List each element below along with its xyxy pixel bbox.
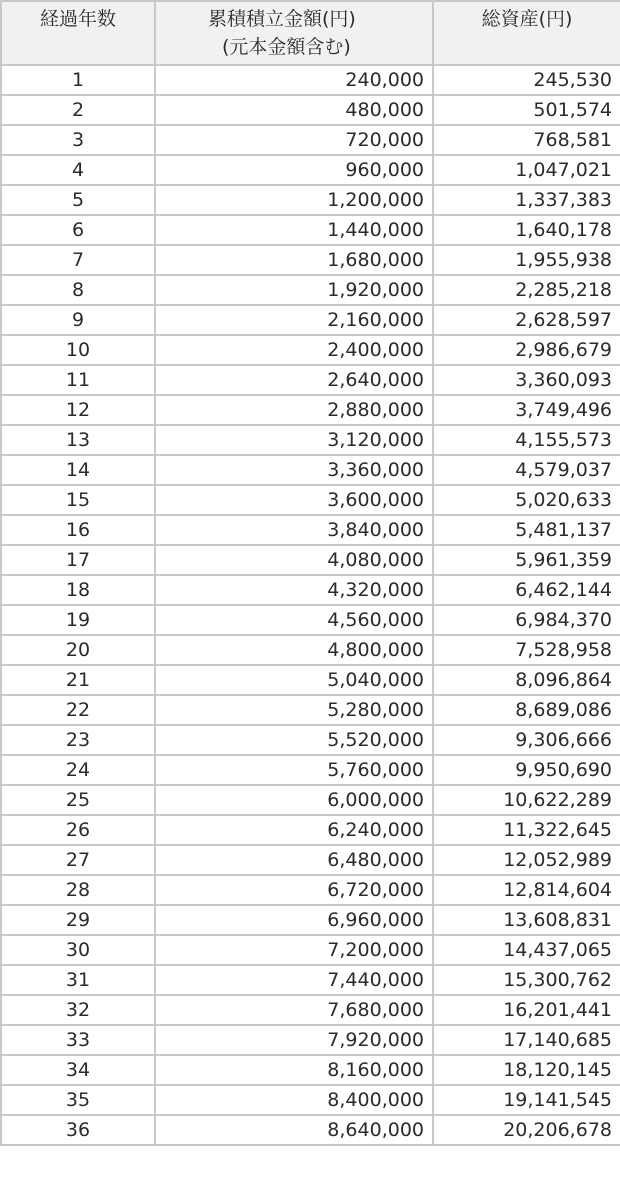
principal-cell: 5,280,000 <box>155 695 433 725</box>
total-assets-cell: 1,337,383 <box>433 185 620 215</box>
total-assets-cell: 768,581 <box>433 125 620 155</box>
table-row <box>1 905 620 935</box>
principal-cell: 4,080,000 <box>155 545 433 575</box>
header-total-label: 総資産(円) <box>481 8 573 30</box>
header-principal <box>155 1 433 65</box>
principal-cell: 8,160,000 <box>155 1055 433 1085</box>
table-row <box>1 845 620 875</box>
total-assets-cell: 1,640,178 <box>433 215 620 245</box>
table-row <box>1 245 620 275</box>
principal-cell: 3,600,000 <box>155 485 433 515</box>
principal-cell: 3,840,000 <box>155 515 433 545</box>
year-cell: 30 <box>1 935 155 965</box>
table-row <box>1 995 620 1025</box>
year-cell: 18 <box>1 575 155 605</box>
total-assets-cell: 17,140,685 <box>433 1025 620 1055</box>
header-year-label: 経過年数 <box>39 8 116 30</box>
total-assets-cell: 8,096,864 <box>433 665 620 695</box>
principal-cell: 6,000,000 <box>155 785 433 815</box>
total-assets-cell: 18,120,145 <box>433 1055 620 1085</box>
table-row <box>1 635 620 665</box>
total-assets-cell: 14,437,065 <box>433 935 620 965</box>
principal-cell: 960,000 <box>155 155 433 185</box>
table-row <box>1 1055 620 1085</box>
year-cell: 36 <box>1 1115 155 1145</box>
table-row <box>1 95 620 125</box>
table-row <box>1 695 620 725</box>
table-header <box>1 1 620 65</box>
principal-cell: 8,400,000 <box>155 1085 433 1115</box>
table-row <box>1 1115 620 1145</box>
year-cell: 17 <box>1 545 155 575</box>
table-row <box>1 455 620 485</box>
year-cell: 29 <box>1 905 155 935</box>
header-total <box>433 1 620 65</box>
total-assets-cell: 12,814,604 <box>433 875 620 905</box>
principal-cell: 6,720,000 <box>155 875 433 905</box>
table-row <box>1 785 620 815</box>
table-row <box>1 935 620 965</box>
year-cell: 10 <box>1 335 155 365</box>
year-cell: 19 <box>1 605 155 635</box>
total-assets-cell: 10,622,289 <box>433 785 620 815</box>
header-principal-label: 累積積立金額(円) <box>208 8 356 30</box>
header-row <box>1 1 620 65</box>
year-cell: 5 <box>1 185 155 215</box>
total-assets-cell: 5,961,359 <box>433 545 620 575</box>
year-cell: 1 <box>1 65 155 95</box>
table-row <box>1 605 620 635</box>
total-assets-cell: 3,360,093 <box>433 365 620 395</box>
principal-cell: 6,960,000 <box>155 905 433 935</box>
table-row <box>1 215 620 245</box>
principal-cell: 2,400,000 <box>155 335 433 365</box>
total-assets-cell: 6,462,144 <box>433 575 620 605</box>
total-assets-cell: 3,749,496 <box>433 395 620 425</box>
total-assets-cell: 5,481,137 <box>433 515 620 545</box>
year-cell: 13 <box>1 425 155 455</box>
total-assets-cell: 2,285,218 <box>433 275 620 305</box>
year-cell: 16 <box>1 515 155 545</box>
total-assets-cell: 20,206,678 <box>433 1115 620 1145</box>
principal-cell: 4,800,000 <box>155 635 433 665</box>
total-assets-cell: 6,984,370 <box>433 605 620 635</box>
year-cell: 22 <box>1 695 155 725</box>
table-row <box>1 815 620 845</box>
table-row <box>1 515 620 545</box>
principal-cell: 2,640,000 <box>155 365 433 395</box>
year-cell: 8 <box>1 275 155 305</box>
total-assets-cell: 16,201,441 <box>433 995 620 1025</box>
total-assets-cell: 9,306,666 <box>433 725 620 755</box>
year-cell: 26 <box>1 815 155 845</box>
year-cell: 33 <box>1 1025 155 1055</box>
principal-cell: 240,000 <box>155 65 433 95</box>
table-row <box>1 65 620 95</box>
table-body <box>1 65 620 1145</box>
total-assets-cell: 5,020,633 <box>433 485 620 515</box>
principal-cell: 2,160,000 <box>155 305 433 335</box>
principal-cell: 1,920,000 <box>155 275 433 305</box>
total-assets-cell: 501,574 <box>433 95 620 125</box>
table-row <box>1 875 620 905</box>
header-principal-note: (元本金額含む) <box>222 36 351 58</box>
principal-cell: 480,000 <box>155 95 433 125</box>
principal-cell: 720,000 <box>155 125 433 155</box>
table-row <box>1 545 620 575</box>
year-cell: 15 <box>1 485 155 515</box>
table-row <box>1 365 620 395</box>
year-cell: 2 <box>1 95 155 125</box>
year-cell: 27 <box>1 845 155 875</box>
table-row <box>1 575 620 605</box>
year-cell: 7 <box>1 245 155 275</box>
principal-cell: 3,360,000 <box>155 455 433 485</box>
total-assets-cell: 2,986,679 <box>433 335 620 365</box>
principal-cell: 7,680,000 <box>155 995 433 1025</box>
table-row <box>1 275 620 305</box>
table-row <box>1 125 620 155</box>
table-row <box>1 155 620 185</box>
principal-cell: 1,200,000 <box>155 185 433 215</box>
principal-cell: 3,120,000 <box>155 425 433 455</box>
principal-cell: 5,040,000 <box>155 665 433 695</box>
year-cell: 4 <box>1 155 155 185</box>
header-year <box>1 1 155 65</box>
year-cell: 34 <box>1 1055 155 1085</box>
year-cell: 12 <box>1 395 155 425</box>
table-row <box>1 305 620 335</box>
table-row <box>1 335 620 365</box>
total-assets-cell: 8,689,086 <box>433 695 620 725</box>
total-assets-cell: 4,579,037 <box>433 455 620 485</box>
year-cell: 3 <box>1 125 155 155</box>
year-cell: 28 <box>1 875 155 905</box>
total-assets-cell: 245,530 <box>433 65 620 95</box>
principal-cell: 2,880,000 <box>155 395 433 425</box>
principal-cell: 5,520,000 <box>155 725 433 755</box>
table-row <box>1 1085 620 1115</box>
year-cell: 11 <box>1 365 155 395</box>
principal-cell: 1,440,000 <box>155 215 433 245</box>
year-cell: 20 <box>1 635 155 665</box>
total-assets-cell: 7,528,958 <box>433 635 620 665</box>
year-cell: 9 <box>1 305 155 335</box>
year-cell: 35 <box>1 1085 155 1115</box>
total-assets-cell: 19,141,545 <box>433 1085 620 1115</box>
year-cell: 21 <box>1 665 155 695</box>
total-assets-cell: 12,052,989 <box>433 845 620 875</box>
total-assets-cell: 4,155,573 <box>433 425 620 455</box>
year-cell: 25 <box>1 785 155 815</box>
principal-cell: 4,560,000 <box>155 605 433 635</box>
total-assets-cell: 13,608,831 <box>433 905 620 935</box>
table-row <box>1 485 620 515</box>
year-cell: 23 <box>1 725 155 755</box>
table-row <box>1 425 620 455</box>
table-row <box>1 665 620 695</box>
principal-cell: 7,200,000 <box>155 935 433 965</box>
principal-cell: 6,240,000 <box>155 815 433 845</box>
table-row <box>1 755 620 785</box>
table-row <box>1 1025 620 1055</box>
total-assets-cell: 2,628,597 <box>433 305 620 335</box>
table-row <box>1 395 620 425</box>
total-assets-cell: 1,955,938 <box>433 245 620 275</box>
principal-cell: 8,640,000 <box>155 1115 433 1145</box>
year-cell: 6 <box>1 215 155 245</box>
total-assets-cell: 11,322,645 <box>433 815 620 845</box>
table-row <box>1 185 620 215</box>
table-row <box>1 725 620 755</box>
year-cell: 31 <box>1 965 155 995</box>
total-assets-cell: 9,950,690 <box>433 755 620 785</box>
principal-cell: 7,920,000 <box>155 1025 433 1055</box>
principal-cell: 4,320,000 <box>155 575 433 605</box>
table-row <box>1 965 620 995</box>
year-cell: 32 <box>1 995 155 1025</box>
year-cell: 14 <box>1 455 155 485</box>
total-assets-cell: 15,300,762 <box>433 965 620 995</box>
principal-cell: 7,440,000 <box>155 965 433 995</box>
year-cell: 24 <box>1 755 155 785</box>
principal-cell: 1,680,000 <box>155 245 433 275</box>
principal-cell: 6,480,000 <box>155 845 433 875</box>
total-assets-cell: 1,047,021 <box>433 155 620 185</box>
principal-cell: 5,760,000 <box>155 755 433 785</box>
